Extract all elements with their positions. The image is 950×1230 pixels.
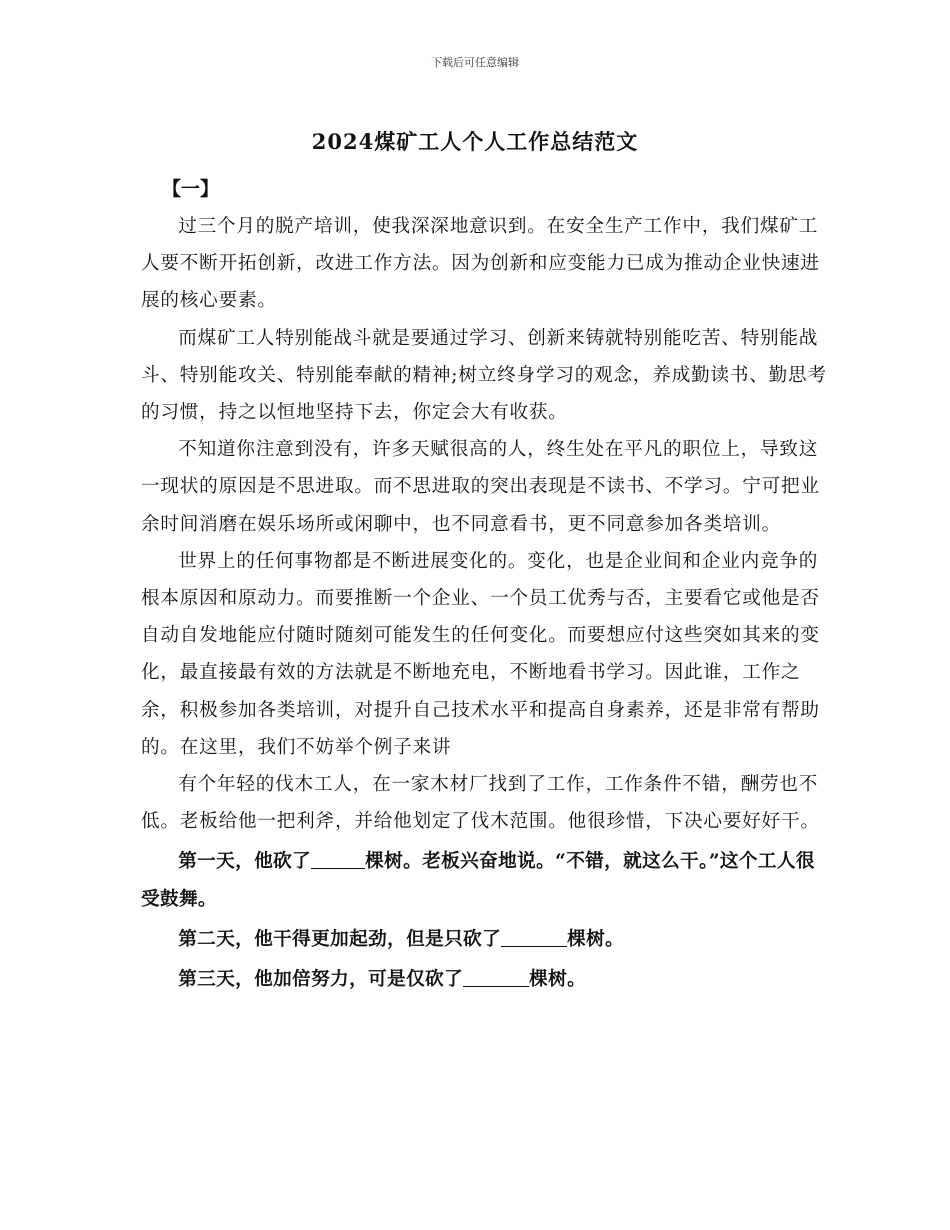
bold-line-text: 棵树。老板兴奋地说。“不错，就这么干。”这个工人很受鼓舞。 [141, 851, 815, 910]
fill-in-blank [501, 927, 567, 947]
bold-line-text: 第二天，他干得更加起劲，但是只砍了 [178, 928, 502, 950]
paragraph: 而煤矿工人特别能战斗就是要通过学习、创新来铸就特别能吃苦、特别能战斗、特别能攻关、特别能奉献的精神;树立终身学习的观念，养成勤读书、勤思考的习惯，持之以恒地坚持下去，你定会大有收获。 [141, 327, 827, 424]
section-marker: 【一】 [162, 178, 220, 200]
document-body [141, 208, 831, 998]
paragraph: 过三个月的脱产培训，使我深深地意识到。在安全生产工作中，我们煤矿工人要不断开拓创新，改进工作方法。因为创新和应变能力已成为推动企业快速进展的核心要素。 [141, 216, 820, 312]
bold-line-text: 第三天，他加倍努力，可是仅砍了 [178, 969, 464, 991]
bold-line-text: 棵树。 [567, 928, 625, 950]
fill-in-blank [463, 967, 529, 987]
paragraph: 有个年轻的伐木工人，在一家木材厂找到了工作，工作条件不错，酬劳也不低。老板给他一把利斧，并给他划定了伐木范围。他很珍惜，下决心要好好干。 [141, 774, 820, 833]
paragraph: 不知道你注意到没有，许多天赋很高的人，终生处在平凡的职位上，导致这一现状的原因是不思进取。而不思进取的突出表现是不读书、不学习。宁可把业余时间消磨在娱乐场所或闲聊中，也不同意看书，更不同意参加各类培训。 [141, 439, 820, 535]
document-title: 2024煤矿工人个人工作总结范文 [311, 129, 639, 154]
bold-line [141, 921, 831, 958]
bold-line-text: 棵树。 [529, 969, 587, 991]
fill-in-blank [311, 850, 365, 870]
bold-line [141, 843, 831, 917]
bold-line-text: 第一天，他砍了 [178, 851, 312, 873]
bold-line [141, 961, 831, 998]
header-note: 下载后可任意编辑 [431, 56, 519, 69]
paragraph: 世界上的任何事物都是不断进展变化的。变化，也是企业间和企业内竞争的根本原因和原动力。而要推断一个企业、一个员工优秀与否，主要看它或他是否自动自发地能应付随时随刻可能发生的任何变化。而要想应付这些突如其来的变化，最直接最有效的方法就是不断地充电，不断地看书学习。因此谁，工作之余，积极参加各类培训，对提升自己技术水平和提高自身素养，还是非常有帮助的。在这里，我们不妨举个例子来讲 [141, 550, 820, 758]
